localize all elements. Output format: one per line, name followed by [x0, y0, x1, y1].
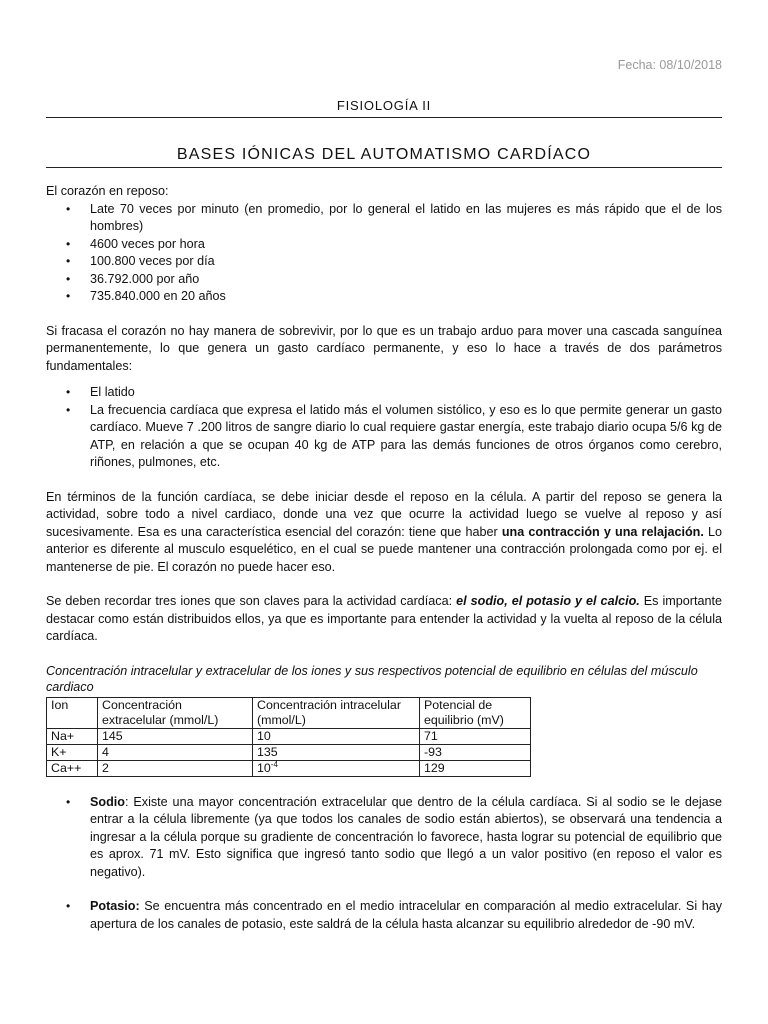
header-cell: Ion	[47, 697, 98, 728]
list-item: • El latido	[90, 384, 722, 402]
list-item-sodio: • Sodio: Existe una mayor concentración extracelular que dentro de la célula cardíaca. Si al sodio se le dejase entrar a la célula libremente (ya que todos los canales de sodio están abiertos), se observará una tendencia a ingresar a la célula porque su gradiente de concentración lo favorece, hasta lograr su potencial de equilibrio que es aprox. 71 mV. Esto significa que ingresó tanto sodio que llegó a un valor positivo (en reposo el valor es negativo).	[90, 794, 722, 882]
bold-italic-phrase: el sodio, el potasio y el calcio.	[456, 594, 640, 608]
date-label: Fecha: 08/10/2018	[617, 58, 722, 72]
table-cell: 135	[253, 744, 420, 760]
table-cell: 71	[420, 728, 531, 744]
intro-lead: El corazón en reposo:	[46, 184, 169, 198]
list-item: • 4600 veces por hora	[90, 236, 722, 254]
title-rule	[46, 167, 722, 168]
table-cell: -93	[420, 744, 531, 760]
course-title: FISIOLOGÍA II	[336, 98, 432, 113]
table-caption: Concentración intracelular y extracelular de los iones y sus respectivos potencial de equilibrio en células del músculo cardiaco	[46, 663, 698, 694]
table-row	[47, 728, 531, 744]
paragraph-3: Se deben recordar tres iones que son claves para la actividad cardíaca: el sodio, el potasio y el calcio. Es importante destacar como están distribuidos ellos, ya que es importante para entender la actividad y la vuelta al reposo de la célula cardíaca.	[46, 594, 722, 643]
table-header-row	[47, 697, 531, 728]
params-list	[46, 384, 722, 472]
ion-table	[46, 697, 531, 777]
table-cell: 145	[98, 728, 253, 744]
ions-list	[46, 794, 722, 934]
list-item: • 735.840.000 en 20 años	[90, 288, 722, 306]
list-item: • 36.792.000 por año	[90, 271, 722, 289]
exponent: -4	[270, 759, 278, 769]
table-cell: Na+	[47, 728, 98, 744]
header-cell: Concentración extracelular (mmol/L)	[98, 697, 253, 728]
header-rule	[46, 117, 722, 118]
list-item: • La frecuencia cardíaca que expresa el latido más el volumen sistólico, y eso es lo que permite generar un gasto cardíaco. Mueve 7 .200 litros de sangre diario lo cual requiere gastar energía, este trabajo diario ocupa 5/6 kg de ATP, en relación a que se ocupan 40 kg de ATP para las demás funciones de otros órganos como cerebro, riñones, pulmones, etc.	[90, 402, 722, 472]
header-cell: Concentración intracelular (mmol/L)	[253, 697, 420, 728]
ion-name: Sodio	[90, 794, 125, 809]
table-cell: 4	[98, 744, 253, 760]
list-item-potasio: • Potasio: Se encuentra más concentrado en el medio intracelular en comparación al medio extracelular. Si hay apertura de los canales de potasio, este saldrá de la célula hasta alcanzar su equilibrio alrededor de -90 mV.	[90, 898, 722, 933]
page-title: BASES IÓNICAS DEL AUTOMATISMO CARDÍACO	[176, 146, 592, 163]
table-cell: 10	[253, 728, 420, 744]
table-row	[47, 760, 531, 776]
table-cell: $10^{-4}$	[253, 760, 420, 776]
table-cell: Ca++	[47, 760, 98, 776]
list-item: • 100.800 veces por día	[90, 253, 722, 271]
paragraph-1: Si fracasa el corazón no hay manera de sobrevivir, por lo que es un trabajo arduo para mover una cascada sanguínea permanentemente, lo que genera un gasto cardíaco permanente, y eso lo hace a través de dos parámetros fundamentales:	[46, 323, 722, 373]
bold-phrase: una contracción y una relajación.	[501, 524, 704, 539]
document-body	[46, 183, 722, 933]
table-row	[47, 744, 531, 760]
table-cell: K+	[47, 744, 98, 760]
table-cell: 129	[420, 760, 531, 776]
paragraph-2: En términos de la función cardíaca, se debe iniciar desde el reposo en la célula. A partir del reposo se genera la actividad, sobre todo a nivel cardiaco, donde una vez que ocurre la actividad luego se vuelve al reposo y así sucesivamente. Esa es una característica esencial del corazón: tiene que haber una contracción y una relajación. Lo anterior es diferente al musculo esquelético, en el cual se puede mantener una contracción prolongada como por ej. el mantenerse de pie. El corazón no puede hacer eso.	[46, 489, 722, 574]
header-cell: Potencial de equilibrio (mV)	[420, 697, 531, 728]
intro-list	[46, 201, 722, 306]
ion-name: Potasio:	[90, 899, 140, 913]
table-cell: 2	[98, 760, 253, 776]
list-item: • Late 70 veces por minuto (en promedio, por lo general el latido en las mujeres es más rápido que el de los hombres)	[90, 201, 722, 236]
